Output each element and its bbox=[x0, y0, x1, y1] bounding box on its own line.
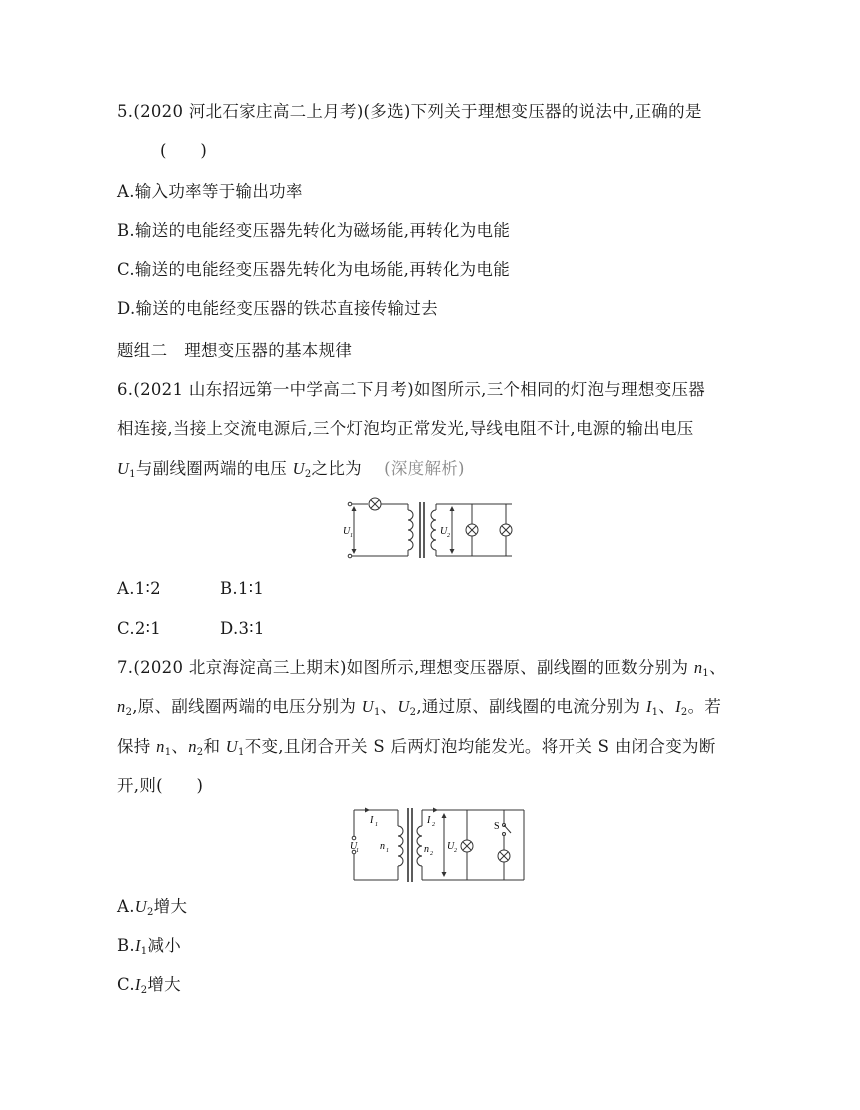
q7-line2-c: 若 bbox=[704, 697, 722, 716]
sep: , bbox=[132, 697, 138, 716]
fig2-u1-sub: 1 bbox=[356, 848, 359, 854]
q7-line3-c: 不变,且闭合开关 S 后两灯泡均能发光。将开关 S 由闭合变为断 bbox=[244, 737, 716, 756]
q7-line4: 开,则( ) bbox=[117, 776, 204, 795]
q6-line1: 6.(2021 山东招远第一中学高二下月考)如图所示,三个相同的灯泡与理想变压器 bbox=[117, 380, 706, 399]
sep: 、 bbox=[658, 697, 676, 716]
sep: 。 bbox=[687, 697, 705, 716]
opt-prefix: A. bbox=[117, 897, 135, 916]
var: I bbox=[134, 975, 141, 994]
opt-prefix: C. bbox=[117, 975, 135, 994]
q7-line3-b: 和 bbox=[203, 737, 226, 756]
q7-line3 bbox=[117, 736, 716, 758]
sub: 1 bbox=[129, 469, 136, 480]
var-n: n bbox=[117, 697, 126, 716]
sub: 1 bbox=[140, 946, 148, 957]
var-u: U bbox=[225, 737, 239, 756]
q6-option-b: B.1∶1 bbox=[220, 579, 265, 598]
fig2-i1-sub: 1 bbox=[375, 822, 378, 828]
var-n: n bbox=[188, 737, 197, 756]
opt-prefix: B. bbox=[117, 936, 135, 955]
q5-option-c: C.输送的电能经变压器先转化为电场能,再转化为电能 bbox=[117, 260, 511, 279]
fig2-u1-label: U bbox=[350, 841, 358, 852]
sub: 2 bbox=[196, 747, 204, 758]
fig1-u1-label: U bbox=[343, 526, 351, 537]
var-u: U bbox=[117, 459, 130, 478]
q6-option-d: D.3∶1 bbox=[220, 619, 265, 638]
sep: 、 bbox=[380, 697, 398, 716]
sep: 、 bbox=[709, 658, 726, 677]
sub: 2 bbox=[140, 985, 148, 996]
fig2-n1-sub: 1 bbox=[386, 848, 389, 854]
sep: 、 bbox=[171, 737, 189, 756]
fig2-i2-sub: 2 bbox=[432, 822, 435, 828]
q7-option-c bbox=[117, 974, 181, 996]
fig2-n2-label: n bbox=[424, 844, 429, 855]
q7-line2-b: 通过原、副线圈的电流分别为 bbox=[421, 697, 646, 716]
fig2-u2-label: U bbox=[447, 841, 455, 852]
deep-analysis-link[interactable]: (深度解析) bbox=[384, 459, 465, 478]
q6-line3-a: 与副线圈两端的电压 bbox=[135, 459, 293, 478]
fig2-switch-label: S bbox=[494, 821, 500, 832]
q5-stem: 5.(2020 河北石家庄高二上月考)(多选)下列关于理想变压器的说法中,正确的是 bbox=[117, 102, 702, 121]
var-u: U bbox=[292, 459, 305, 478]
sub: 2 bbox=[125, 707, 133, 718]
q6-circuit-figure bbox=[340, 494, 525, 570]
q7-line1 bbox=[117, 657, 726, 679]
var-i: I bbox=[675, 697, 681, 716]
q6-line2: 相连接,当接上交流电源后,三个灯泡均正常发光,导线电阻不计,电源的输出电压 bbox=[117, 419, 694, 438]
var-u: U bbox=[397, 697, 410, 716]
var: I bbox=[134, 936, 141, 955]
opt-suffix: 增大 bbox=[153, 897, 188, 916]
q7-line2 bbox=[117, 696, 721, 718]
sub: 1 bbox=[651, 707, 659, 718]
fig2-n1-label: n bbox=[380, 841, 385, 852]
sub: 1 bbox=[373, 707, 381, 718]
fig2-i1-label: I bbox=[370, 815, 374, 826]
opt-suffix: 减小 bbox=[147, 936, 182, 955]
fig2-u2-sub: 2 bbox=[454, 848, 457, 854]
section-heading-group2: 题组二 理想变压器的基本规律 bbox=[117, 341, 353, 360]
var-u: U bbox=[361, 697, 374, 716]
q6-option-a: A.1∶2 bbox=[117, 579, 161, 598]
sub: 2 bbox=[304, 469, 312, 480]
q5-answer-paren: ( ) bbox=[160, 141, 208, 160]
var-n: n bbox=[693, 658, 703, 677]
fig1-u1-sub: 1 bbox=[350, 533, 353, 539]
q6-line3-b: 之比为 bbox=[311, 459, 362, 478]
q7-line1-text: 7.(2020 北京海淀高三上期末)如图所示,理想变压器原、副线圈的匝数分别为 bbox=[117, 658, 694, 677]
var: U bbox=[134, 897, 147, 916]
q7-line3-a: 保持 bbox=[117, 737, 157, 756]
fig1-u2-sub: 2 bbox=[447, 533, 450, 539]
q5-option-a: A.输入功率等于输出功率 bbox=[117, 182, 303, 201]
q7-option-b bbox=[117, 935, 181, 957]
q6-option-c: C.2∶1 bbox=[117, 619, 162, 638]
fig2-n2-sub: 2 bbox=[430, 851, 433, 857]
sub: 1 bbox=[702, 668, 710, 679]
q5-option-b: B.输送的电能经变压器先转化为磁场能,再转化为电能 bbox=[117, 221, 511, 240]
var-n: n bbox=[156, 737, 165, 756]
q5-option-d: D.输送的电能经变压器的铁芯直接传输过去 bbox=[117, 299, 438, 318]
q7-option-a bbox=[117, 896, 187, 918]
sub: 1 bbox=[238, 747, 245, 758]
fig1-u2-label: U bbox=[440, 526, 448, 537]
var-i: I bbox=[645, 697, 652, 716]
q6-line3 bbox=[117, 458, 465, 480]
sub: 2 bbox=[146, 907, 154, 918]
opt-suffix: 增大 bbox=[147, 975, 181, 994]
q7-circuit-figure bbox=[340, 806, 530, 890]
fig2-i2-label: I bbox=[427, 815, 431, 826]
sub: 1 bbox=[164, 747, 172, 758]
q7-line2-a: 原、副线圈两端的电压分别为 bbox=[137, 697, 362, 716]
sub: 2 bbox=[680, 707, 688, 718]
sep: , bbox=[416, 697, 422, 716]
sub: 2 bbox=[409, 707, 417, 718]
